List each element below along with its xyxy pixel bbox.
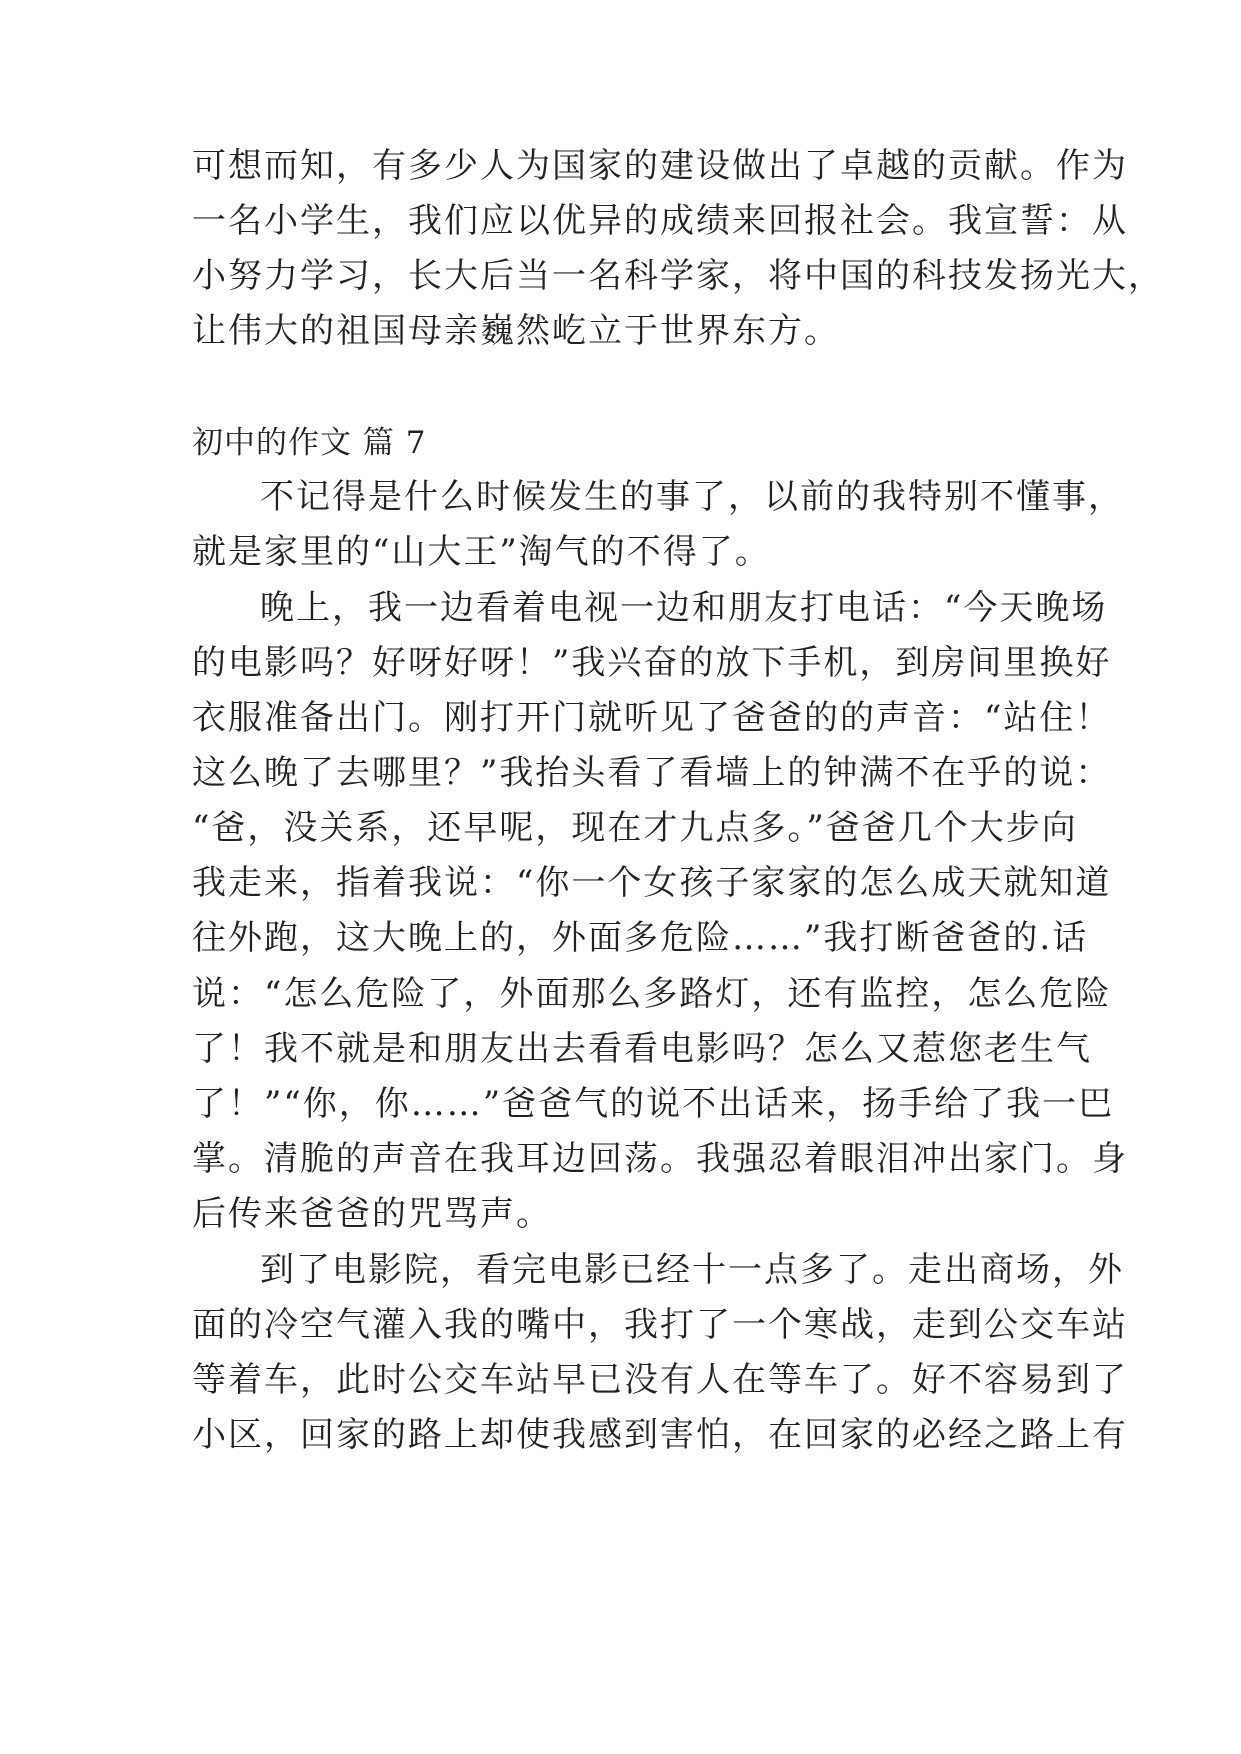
text-line: 掌。清脆的声音在我耳边回荡。我强忍着眼泪冲出家门。身 (192, 1139, 1128, 1179)
section-heading: 初中的作文 篇 7 (192, 425, 427, 461)
text-line: 面的冷空气灌入我的嘴中，我打了一个寒战，走到公交车站 (192, 1305, 1128, 1345)
text-line: “爸，没关系，还早呢，现在才九点多。”爸爸几个大步向 (192, 808, 1078, 848)
text-line: 我走来，指着我说：“你一个女孩子家家的怎么成天就知道 (192, 863, 1112, 903)
text-line: 衣服准备出门。刚打开门就听见了爸爸的的声音：“站住！ (192, 698, 1112, 738)
text-line: 小区，回家的路上却使我感到害怕，在回家的必经之路上有 (192, 1415, 1128, 1455)
text-line: 晚上，我一边看着电视一边和朋友打电话：“今天晚场 (260, 588, 1108, 628)
text-line: 往外跑，这大晚上的，外面多危险……”我打断爸爸的.话 (192, 918, 1089, 958)
text-line: 小努力学习，长大后当一名科学家，将中国的科技发扬光大， (192, 256, 1164, 296)
text-line: 不记得是什么时候发生的事了，以前的我特别不懂事， (260, 477, 1124, 517)
text-line: 了！我不就是和朋友出去看看电影吗？怎么又惹您老生气 (192, 1029, 1092, 1069)
text-line: 这么晚了去哪里？”我抬头看了看墙上的钟满不在乎的说： (192, 753, 1112, 793)
text-line: 一名小学生，我们应以优异的成绩来回报社会。我宣誓：从 (192, 201, 1128, 241)
text-line: 就是家里的“山大王”淘气的不得了。 (192, 532, 771, 572)
text-line: 后传来爸爸的咒骂声。 (192, 1194, 552, 1234)
text-line: 了！”“你，你……”爸爸气的说不出话来，扬手给了我一巴 (192, 1084, 1115, 1124)
text-line: 到了电影院，看完电影已经十一点多了。走出商场，外 (260, 1250, 1124, 1290)
text-line: 说：“怎么危险了，外面那么多路灯，还有监控，怎么危险 (192, 974, 1112, 1014)
text-line: 可想而知，有多少人为国家的建设做出了卓越的贡献。作为 (192, 146, 1128, 186)
text-line: 等着车，此时公交车站早已没有人在等车了。好不容易到了 (192, 1360, 1128, 1400)
text-line: 的电影吗？好呀好呀！”我兴奋的放下手机，到房间里换好 (192, 643, 1112, 683)
text-line: 让伟大的祖国母亲巍然屹立于世界东方。 (192, 311, 840, 351)
